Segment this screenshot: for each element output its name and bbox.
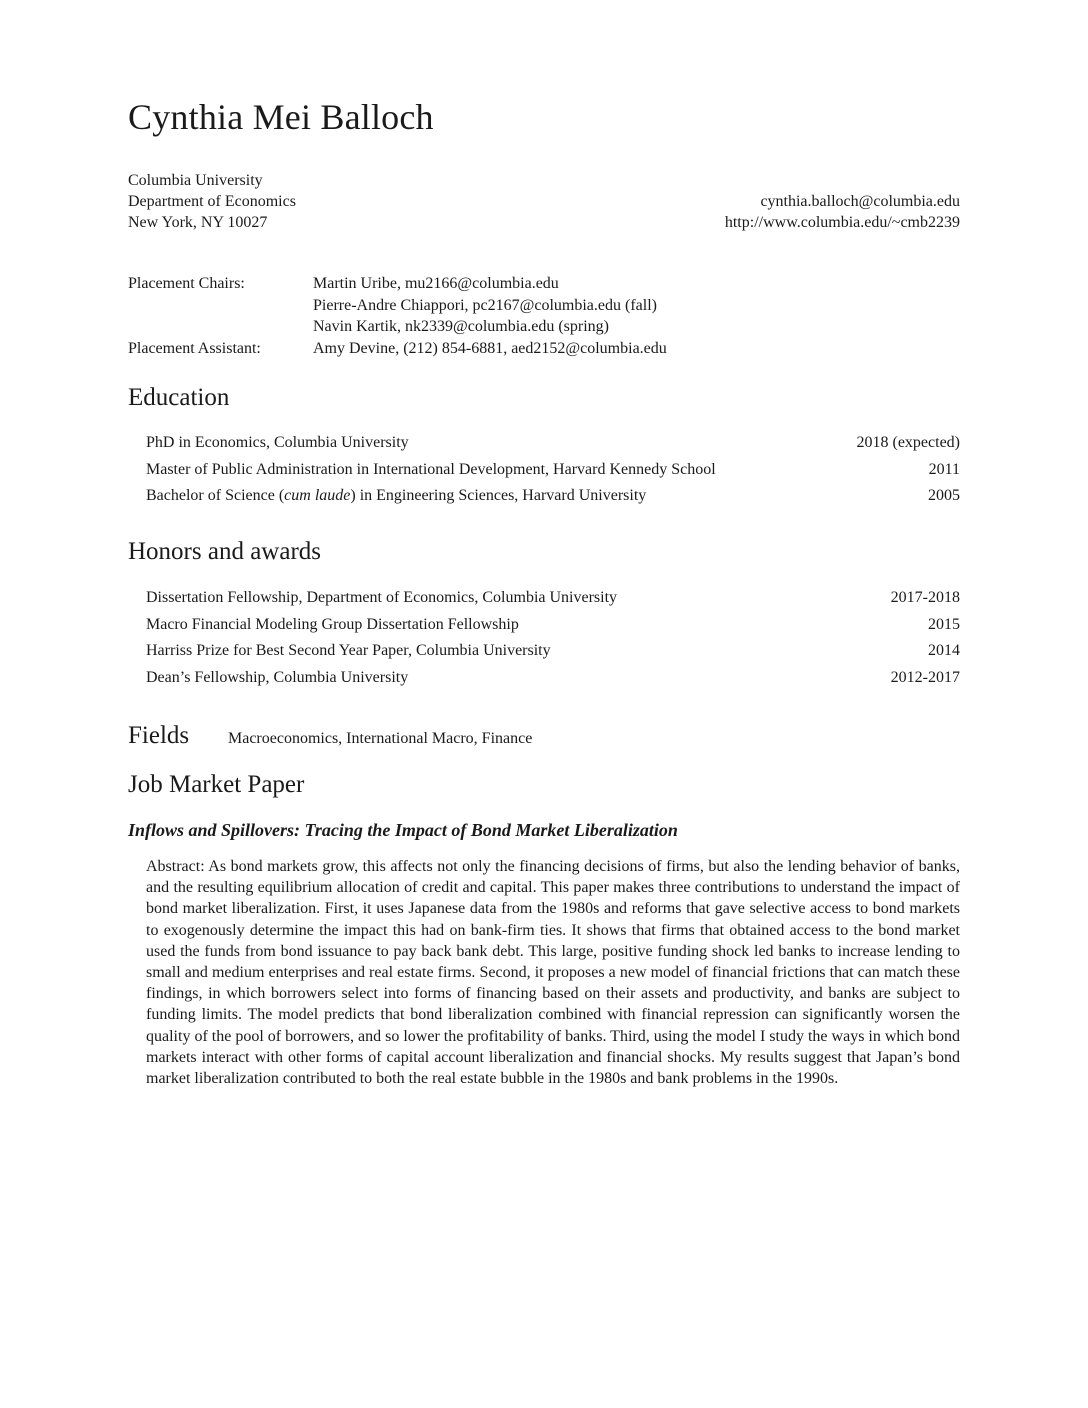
page-title: Cynthia Mei Balloch <box>128 97 434 137</box>
honor-item <box>146 585 960 612</box>
education-degree: Master of Public Administration in International Development, Harvard Kennedy School <box>146 460 716 478</box>
honor-year: 2017-2018 <box>890 589 960 606</box>
education-heading: Education <box>128 384 230 411</box>
fields-value: Macroeconomics, International Macro, Finance <box>228 730 533 747</box>
education-year: 2005 <box>928 487 960 504</box>
honor-item <box>146 665 960 692</box>
placement-chair: Navin Kartik, nk2339@columbia.edu (spring) <box>313 318 610 335</box>
website-link[interactable]: http://www.columbia.edu/~cmb2239 <box>724 214 960 231</box>
placement-block <box>128 273 667 359</box>
placement-row <box>128 316 667 338</box>
paper-title: Inflows and Spillovers: Tracing the Impact of Bond Market Liberalization <box>128 820 678 840</box>
university-text: Columbia University <box>128 172 263 189</box>
placement-row <box>128 295 667 317</box>
education-year: 2018 (expected) <box>856 434 960 451</box>
department-text: Department of Economics <box>128 193 296 210</box>
honor-name: Macro Financial Modeling Group Dissertation Fellowship <box>146 615 519 633</box>
honor-name: Harriss Prize for Best Second Year Paper, Columbia University <box>146 642 551 659</box>
placement-row <box>128 273 667 295</box>
education-degree: Bachelor of Science (cum laude) in Engineering Sciences, Harvard University <box>146 487 647 504</box>
education-list <box>146 430 960 510</box>
education-degree: PhD in Economics, Columbia University <box>146 434 409 451</box>
contact-row <box>128 170 960 191</box>
honor-name: Dissertation Fellowship, Department of Economics, Columbia University <box>146 589 618 606</box>
education-year: 2011 <box>928 460 960 478</box>
honor-year: 2014 <box>928 642 960 659</box>
fields-heading: Fields <box>128 722 190 749</box>
honors-list <box>146 585 960 691</box>
placement-row <box>128 338 667 360</box>
education-item <box>146 457 960 484</box>
honor-year: 2012-2017 <box>890 668 960 686</box>
placement-chair: Martin Uribe, mu2166@columbia.edu <box>313 275 559 292</box>
city-text: New York, NY 10027 <box>128 214 268 231</box>
placement-assistant: Amy Devine, (212) 854-6881, aed2152@columbia.edu <box>313 339 667 357</box>
honor-item <box>146 638 960 665</box>
jmp-heading: Job Market Paper <box>128 771 305 798</box>
contact-row <box>128 212 960 233</box>
fields-section <box>128 722 532 750</box>
honor-item <box>146 612 960 639</box>
honor-year: 2015 <box>928 615 960 633</box>
education-item <box>146 483 960 510</box>
education-item <box>146 430 960 457</box>
honor-name: Dean’s Fellowship, Columbia University <box>146 668 409 686</box>
honors-heading: Honors and awards <box>128 538 322 565</box>
placement-assistant-label: Placement Assistant: <box>128 339 261 357</box>
placement-chair: Pierre-Andre Chiappori, pc2167@columbia.edu (fall) <box>313 296 657 314</box>
paper-abstract: Abstract: As bond markets grow, this affects not only the financing decisions of firms, but also the lending behavior of banks, and the resulting equilibrium allocation of credit and capital. This paper makes three contributions to understand the impact of bond market liberalization. First, it uses Japanese data from the 1980s and reforms that gave selective access to bond markets to exogenously determine the impact this had on bank-firm ties. It shows that firms that obtained access to the bond market used the funds from bond issuance to pay back bank debt. This large, positive funding shock led banks to increase lending to small and medium enterprises and real estate firms. Second, it proposes a new model of financial frictions that can match these findings, in which borrowers select into forms of financing based on their assets and productivity, and banks are subject to funding limits. The model predicts that bond liberalization combined with financial repression can significantly worsen the quality of the pool of borrowers, and so lower the profitability of banks. Third, using the model I study the ways in which bond markets interact with other forms of capital account liberalization and financial shocks. My results suggest that Japan’s bond market liberalization contributed to both the real estate bubble in the 1980s and bank problems in the 1990s. <box>146 858 960 1088</box>
placement-chairs-label: Placement Chairs: <box>128 275 245 292</box>
email-link[interactable]: cynthia.balloch@columbia.edu <box>760 193 960 210</box>
contact-block <box>128 170 960 233</box>
contact-row <box>128 191 960 212</box>
